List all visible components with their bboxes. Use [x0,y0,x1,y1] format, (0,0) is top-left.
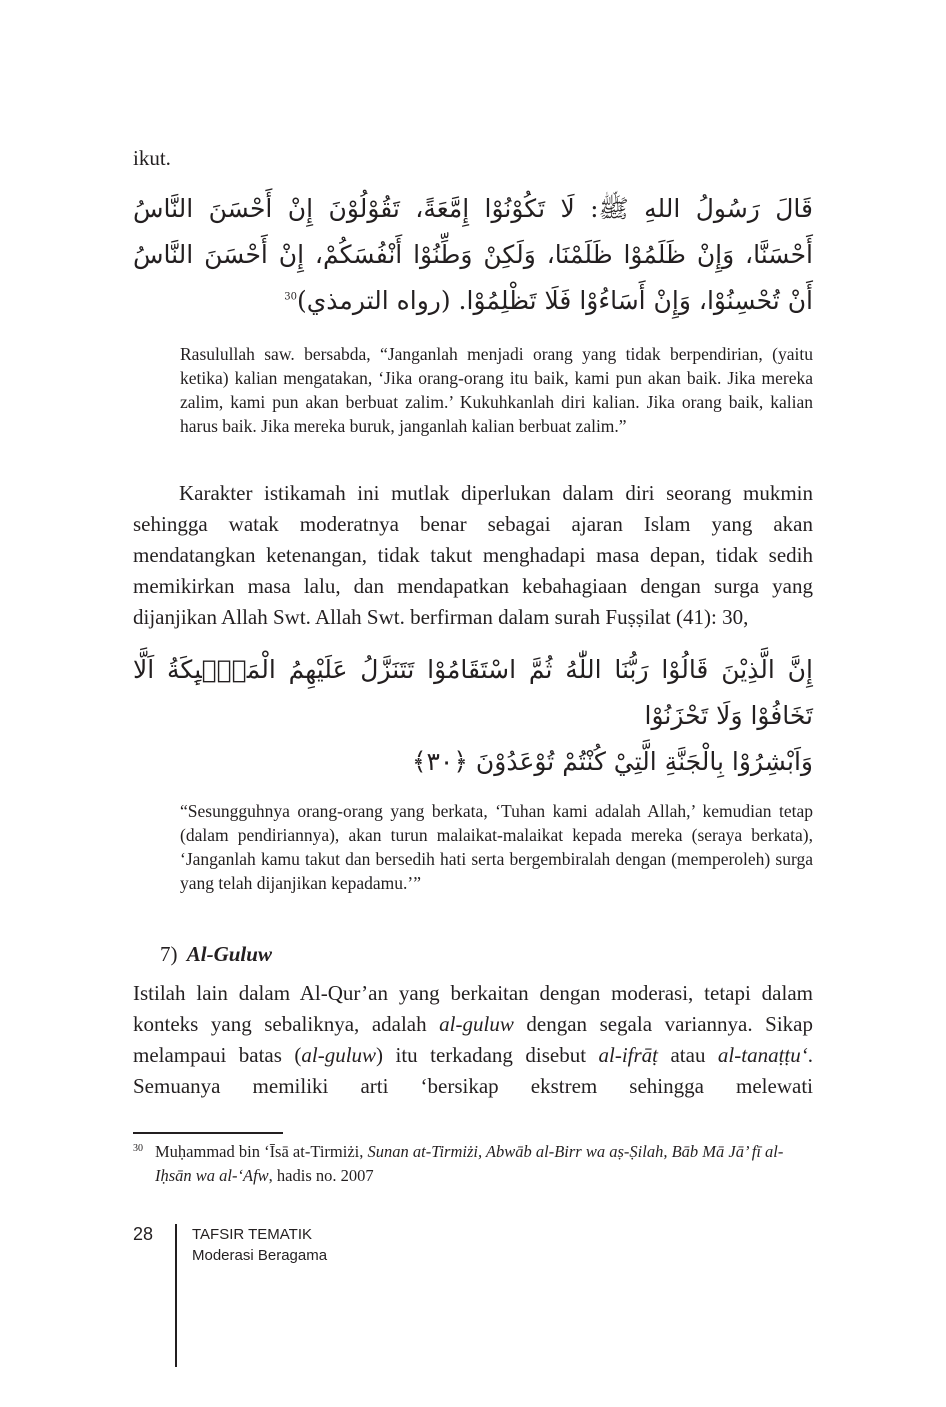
citation-title: Sunan at-Tirmiżi, Abwāb al-Birr wa aṣ-Ṣilah, Bāb Mā Jā’ fī al-Iḥsān wa al-‘Afw [155,1142,784,1185]
text: . Semuanya memiliki arti ‘bersikap ekstrem sehingga melewati [133,1043,813,1098]
page-number: 28 [133,1224,154,1244]
verse-line-2: وَاَبْشِرُوْا بِالْجَنَّةِ الَّتِيْ كُنْتُمْ تُوْعَدُوْنَ ﴿٣٠﴾ [411,747,813,776]
section-title: Al-Guluw [186,942,272,966]
footer-divider [175,1224,177,1367]
text: , hadis no. 2007 [268,1166,374,1185]
term: al-tanaṭṭu‘ [717,1043,808,1067]
section-heading [133,939,813,970]
hadith-translation: Rasulullah saw. bersabda, “Janganlah menjadi orang yang tidak berpendirian, (yaitu ketika) kalian mengatakan, ‘Jika orang-orang itu baik, kami pun akan baik. Jika mereka zalim, kami pun akan berbuat zalim.’ Kukuhkanlah diri kalian. Jika orang baik, kalian harus baik. Jika mereka buruk, janganlah kalian berbuat zalim.” [180,344,813,436]
footnote: $^{30}$ Muḥammad bin ‘Īsā at-Tirmiżi, Sunan at-Tirmiżi, Abwāb al-Birr wa aṣ-Ṣilah, Bāb Mā Jā’ fī al-Iḥsān wa al-‘Afw, hadis no. 2007 [133,1142,784,1185]
verse-translation: “Sesungguhnya orang-orang yang berkata, ‘Tuhan kami adalah Allah,’ kemudian tetap (dalam pendiriannya), akan turun malaikat-malaikat kepada mereka (seraya berkata), ‘Janganlah kamu takut dan bersedih hati serta bergembiralah dengan (memperoleh) surga yang telah dijanjikan kepadamu.’” [180,801,813,893]
text: ) itu terkadang disebut [376,1043,599,1067]
footnote-divider [133,1132,283,1134]
paragraph-istikamah: Karakter istikamah ini mutlak diperlukan dalam diri seorang mukmin sehingga watak moderatnya benar sebagai ajaran Islam yang akan mendatangkan ketenangan, tidak takut menghadapi masa depan, tidak sedih memikirkan masa lalu, dan mendapatkan kebahagiaan dengan surga yang dijanjikan Allah Swt. Allah Swt. berfirman dalam surah Fuṣṣilat (41): 30, [133,481,813,629]
paragraph-guluw [133,978,813,1102]
term: al-ifrāṭ [598,1043,659,1067]
section-number: 7) [160,942,178,966]
intro-fragment: ikut. [133,146,171,170]
verse-line-1: إِنَّ الَّذِيْنَ قَالُوْا رَبُّنَا اللّٰهُ ثُمَّ اسْتَقَامُوْا تَتَنَزَّلُ عَلَيْهِمُ الْمَلٰۤىِٕكَةُ اَلَّا تَخَافُوْا وَلَا تَحْزَنُوْا [133,655,813,730]
term: al-guluw [439,1012,514,1036]
text: dengan segala variannya. Sikap melampaui batas ( [133,1012,813,1067]
page-footer [133,1224,813,1367]
hadith-arabic [133,186,813,324]
book-title: TAFSIR TEMATIK [192,1226,313,1243]
hadith-arabic-text: قَالَ رَسُولُ اللهِ ﷺ: لَا تَكُوْنُوْا إِمَّعَةً، تَقُوْلُوْنَ إِنْ أَحْسَنَ النَّاسُ أَحْسَنَّا، وَإِنْ ظَلَمُوْا ظَلَمْنَا، وَلَكِنْ وَطِّنُوْا أَنْفُسَكُمْ، إِنْ أَحْسَنَ النَّاسُ أَنْ تُحْسِنُوْا، وَإِنْ أَسَاءُوْا فَلَا تَظْلِمُوْا. (رواه الترمذي) [133,194,813,315]
book-subtitle: Moderasi Beragama [192,1247,328,1264]
text: Istilah lain dalam Al-Qur’an yang berkaitan dengan moderasi, tetapi dalam konteks yang sebaliknya, adalah [133,981,813,1036]
running-footer [192,1224,327,1266]
term: al-guluw [301,1043,377,1067]
text: Muḥammad bin ‘Īsā at-Tirmiżi, [155,1142,368,1161]
footnote-ref[interactable]: 30 [284,291,297,303]
text: atau [658,1043,718,1067]
